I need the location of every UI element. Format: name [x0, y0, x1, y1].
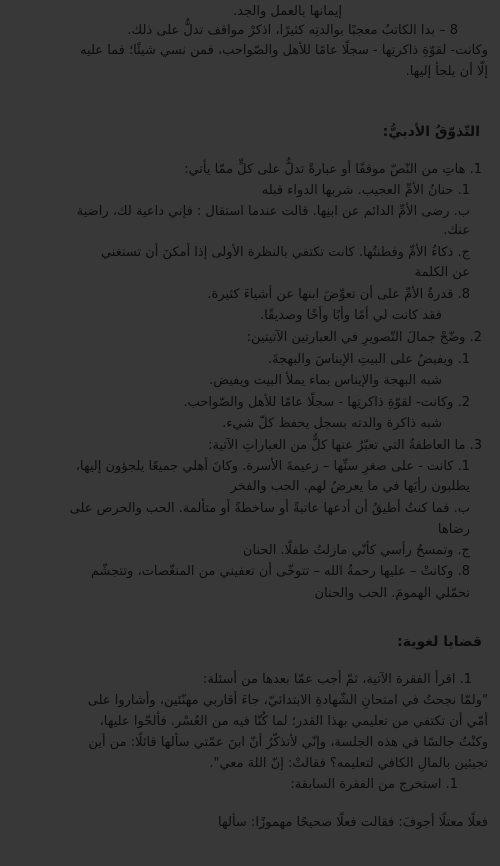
question-line: 3. ما العاطفةُ التي تعبّرُ عنها كلٌّ من العباراتِ الآتية: [208, 438, 482, 453]
answer-line: يطلبون رأيَها في ما يعرضُ لهم. الحب والفخر [230, 479, 470, 494]
passage-line: وكنْتُ جالسًا في هذه الجلسة، وإنّي لأتذكّرُ أنّ ابنَ عمّتي سألها قائلًا: من أين [88, 735, 488, 750]
answer-line: 8. قدرةُ الأمِّ على أن تعوِّضَ ابنها عن أشياءَ كثيرة. [207, 287, 470, 302]
passage-line: "ولمّا نجحتُ في امتحانِ الشّهادةِ الابتدائيّ، جاءَ أقاربي مهنّئين، وأشاروا على [87, 693, 488, 708]
answer-line: فعلًا معتلًا أجوفَ: فقالت فعلًا صحيحًا مهموزًا: سألها [218, 815, 488, 830]
answer-line: فقد كانت لي أمًا وأبًا وأخًا وصديقًا. [259, 308, 442, 323]
answer-line: 8. وكانتْ – عليها رحمةُ الله – تتوخّى أن تعفيني من المنغّصات، وتتجشّم [90, 564, 470, 579]
answer-line: شبه ذاكرة والدته بسجل يحفظ كلّ شيء. [222, 416, 442, 431]
answer-line: 1. كانت - على صغرِ سنِّها – زعيمةَ الأسرة. وكانَ أهلي جميعًا يلجؤون إليها، [75, 459, 470, 474]
answer-line: عن الكلمة [414, 265, 470, 280]
passage-line: تجيئين بالمالِ الكافي لتعليمه؟ فقالتْ: إنّ اللهَ معي". [209, 756, 488, 771]
passage-line: أمّي أن تكتفي من تعليمي بهذا القدر؛ لما كُنّا فيه من العُسْر. فألحّوا عليها، [99, 714, 488, 729]
answer-line: ج. وتمسحُ رأسي كأنّي مازلتُ طفلًا. الحنان [242, 543, 470, 558]
text-line: إلّا أن يلجأ إليها. [405, 64, 488, 79]
question-line: 1. اقرأ الفقرة الآتية، ثمّ أجب عمّا بعدها من أسئلة: [202, 672, 472, 687]
answer-line: ج. ذكاءُ الأمِّ وفطنتُها. كانت تكتفي بالنظرة الأولى إذا أمكنَ أن تستغني [100, 245, 470, 260]
question-line: 1. استخرج من الفقرة السابقة: [290, 777, 458, 792]
answer-line: 1. ويفيضُ على البيتِ الإيناسَ والبهجةَ. [267, 352, 470, 367]
answer-line: رضاها [437, 522, 470, 537]
answer-line: شبه البهجة والإيناس بماء يملأ البيت ويفيض. [209, 373, 442, 388]
section-heading-language-issues: قضايا لغوية: [397, 634, 482, 650]
question-line: 8 – بدا الكاتبُ معجبًا بوالدتِه كثيرًا، اذكرْ مواقف تدلُّ على ذلك. [127, 23, 458, 38]
text-line: إيمانها بالعمل والجد. [233, 4, 342, 19]
answer-line: 2. وكانت- لقوّةِ ذاكرتِها - سجلًا عامًا للأهل والصّواحب. [183, 395, 470, 410]
text-line: وكانت- لقوّةِ ذاكرتِها - سجلًا عامًا للأهل والصّواحب، فمن نسي شيئًا؛ فما عليه [80, 43, 488, 58]
answer-line: ب. فما كنتُ أطيقُ أن أدعها عاتبةً أو ساخطةً أو متألمة. الحب والحرص على [69, 501, 470, 516]
answer-line: عنك. [443, 223, 470, 238]
question-line: 2. وضّحْ جمالَ التّصويرِ في العبارتين الآتيتين: [246, 330, 482, 345]
section-heading-literary-appreciation: التّذوّقُ الأدبيُّ: [382, 124, 480, 140]
answer-line: تحمّلي الهمومَ. الحب والحنان [314, 586, 470, 601]
question-line: 1. هاتِ من النّصّ موقفًا أو عبارةً تدلُّ على كلٍّ ممّا يأتي: [184, 162, 482, 177]
answer-line: 1. حنانُ الأمِّ العجيب. شربها الدواء قبله [261, 183, 470, 198]
answer-line: ب. رضى الأمِّ الدائم عن ابنِها. قالت عندما استقال : فإني داعية لك، راضية [76, 204, 470, 219]
